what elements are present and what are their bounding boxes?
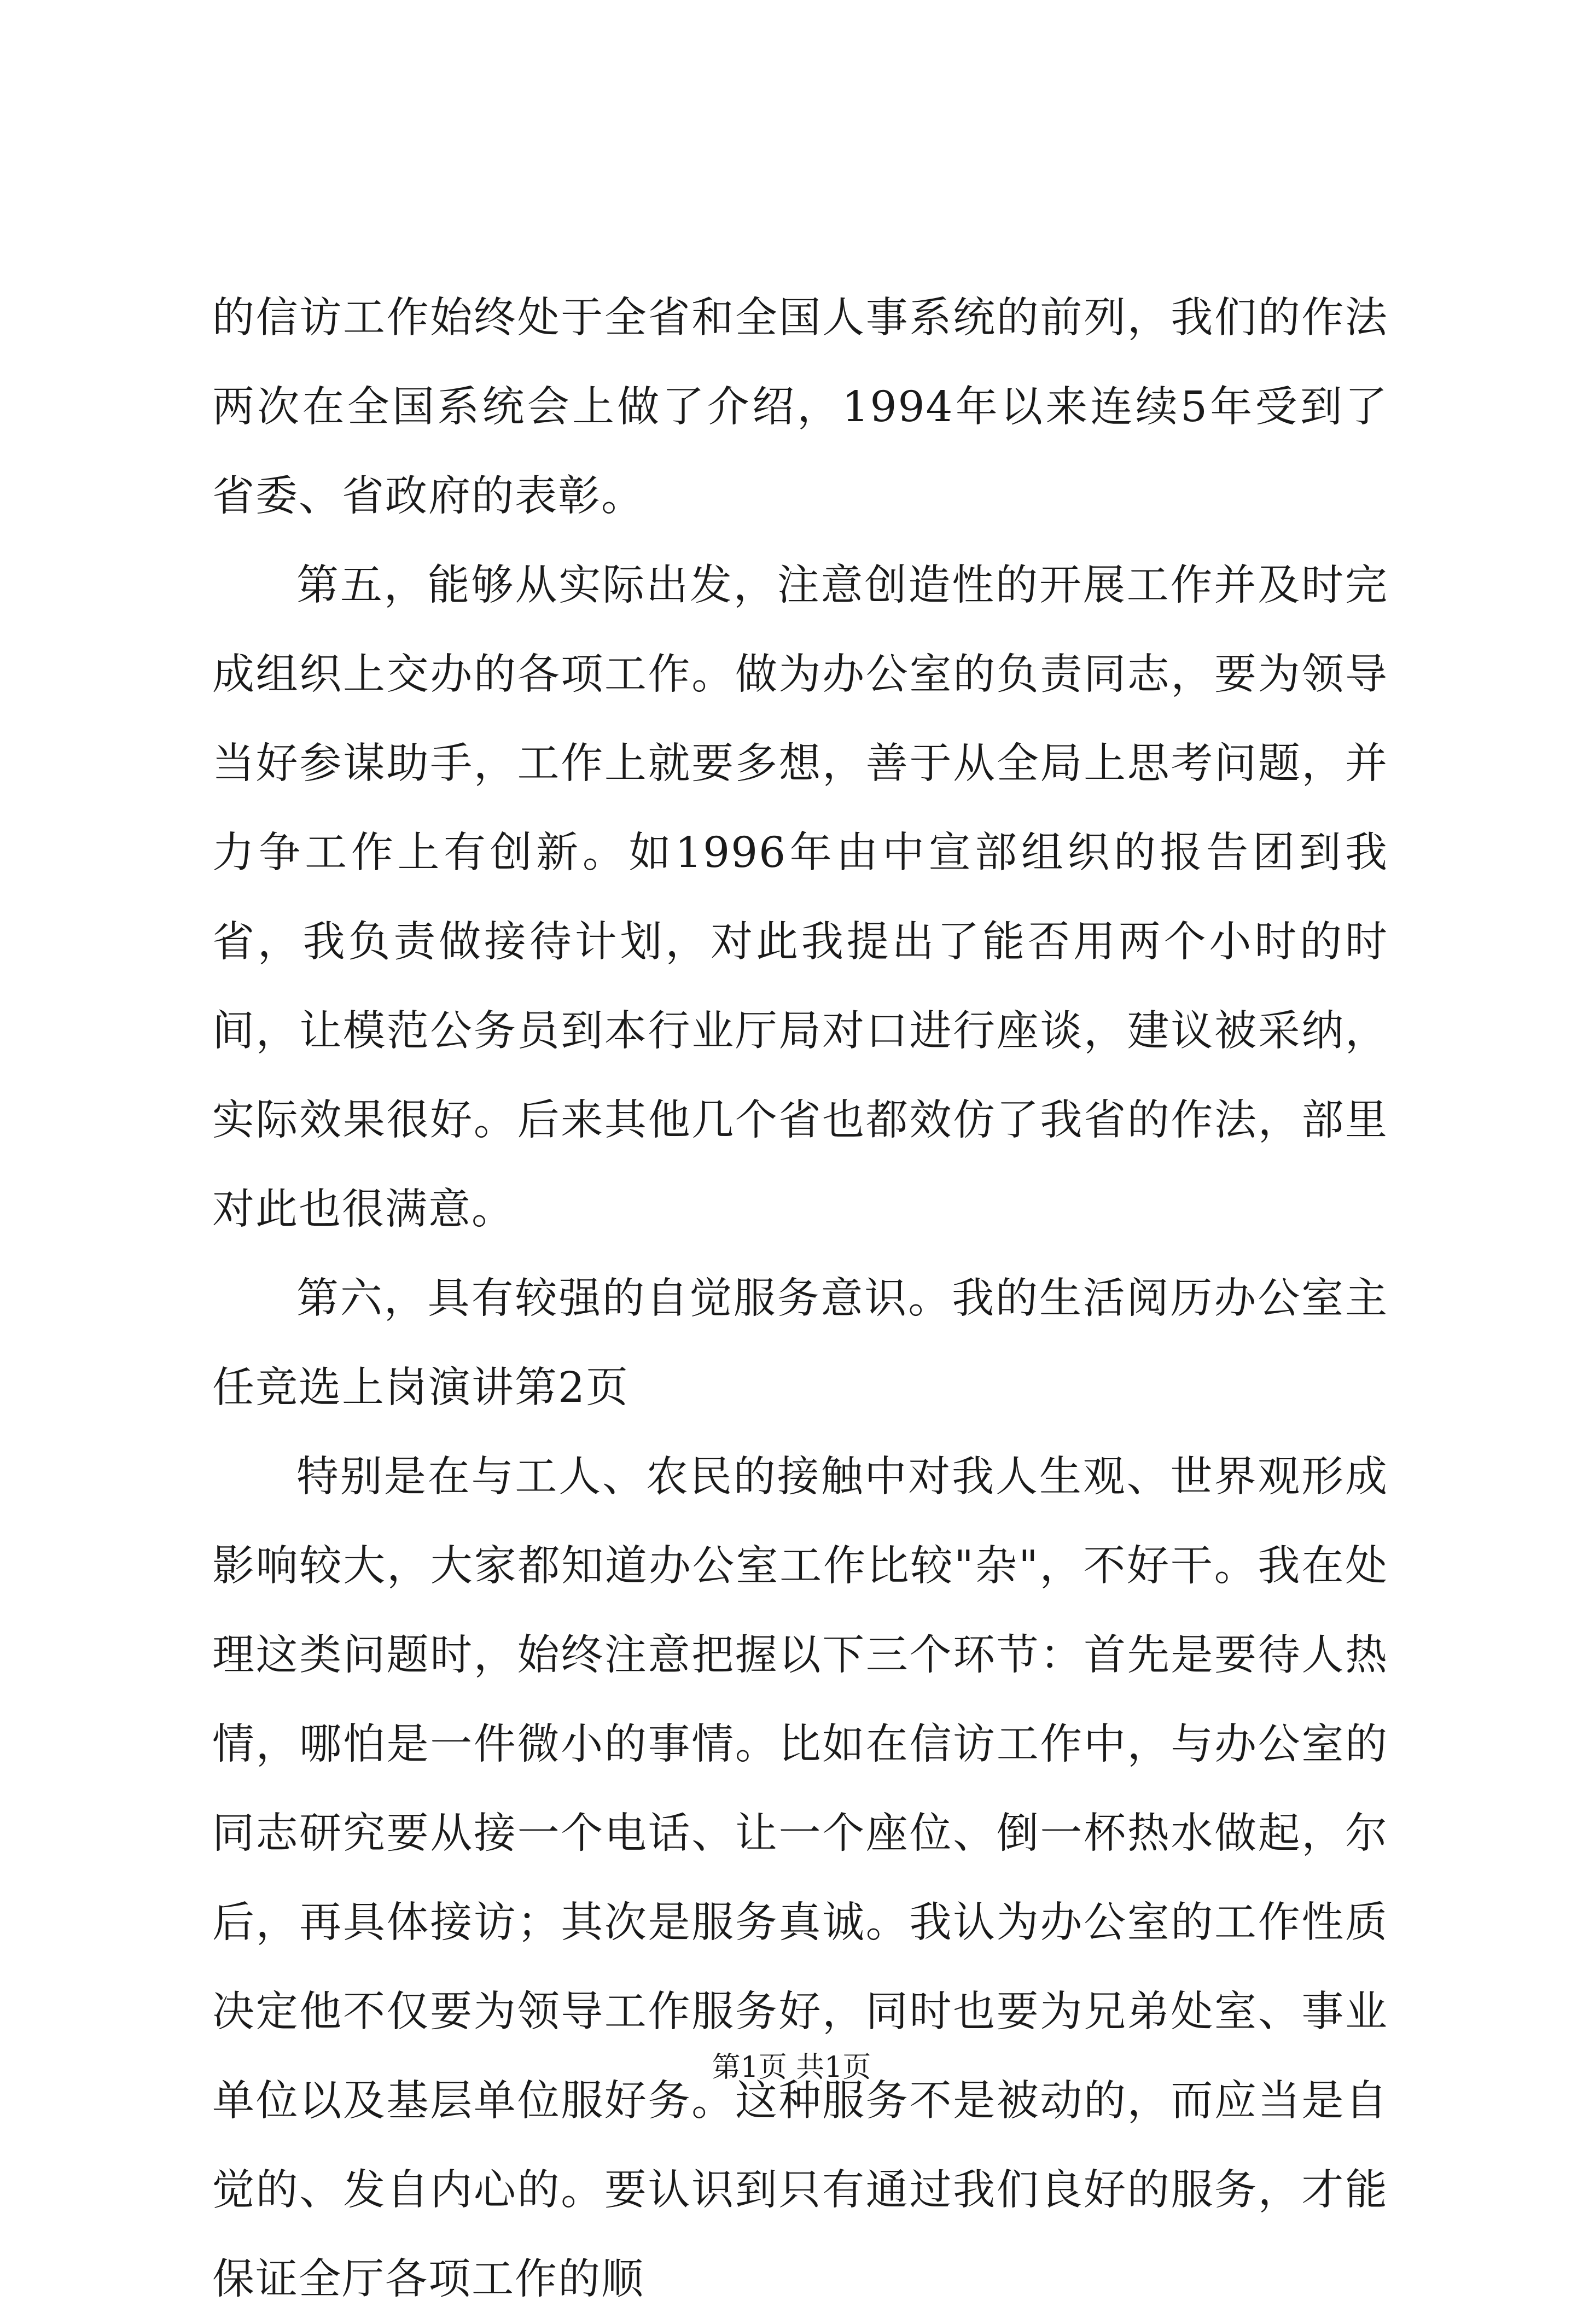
paragraph-fifth-point: 第五，能够从实际出发，注意创造性的开展工作并及时完成组织上交办的各项工作。做为办公室的负责同志，要为领导当好参谋助手，工作上就要多想，善于从全局上思考问题，并力争工作上有创新。如1996年由中宣部组织的报告团到我省，我负责做接待计划，对此我提出了能否用两个小时的时间，让模范公务员到本行业厅局对口进行座谈，建议被采纳，实际效果很好。后来其他几个省也都效仿了我省的作法，部里对此也很满意。 — [212, 561, 1388, 1234]
paragraph-sixth-point: 第六，具有较强的自觉服务意识。我的生活阅历办公室主任竞选上岗演讲第2页 — [212, 1274, 1388, 1412]
paragraph-service-details: 特别是在与工人、农民的接触中对我人生观、世界观形成影响较大，大家都知道办公室工作比较"杂"，不好干。我在处理这类问题时，始终注意把握以下三个环节：首先是要待人热情，哪怕是一件微小的事情。比如在信访工作中，与办公室的同志研究要从接一个电话、让一个座位、倒一杯热水做起，尔后，再具体接访；其次是服务真诚。我认为办公室的工作性质决定他不仅要为领导工作服务好，同时也要为兄弟处室、事业单位以及基层单位服好务。这种服务不是被动的，而应当是自觉的、发自内心的。要认识到只有通过我们良好的服务，才能保证全厅各项工作的顺 — [212, 1453, 1388, 2304]
document-body — [212, 273, 1388, 2324]
paragraph-continuation: 的信访工作始终处于全省和全国人事系统的前列，我们的作法两次在全国系统会上做了介绍，1994年以来连续5年受到了省委、省政府的表彰。 — [212, 294, 1388, 521]
page-footer: 第1页 共1页 — [712, 2051, 871, 2084]
